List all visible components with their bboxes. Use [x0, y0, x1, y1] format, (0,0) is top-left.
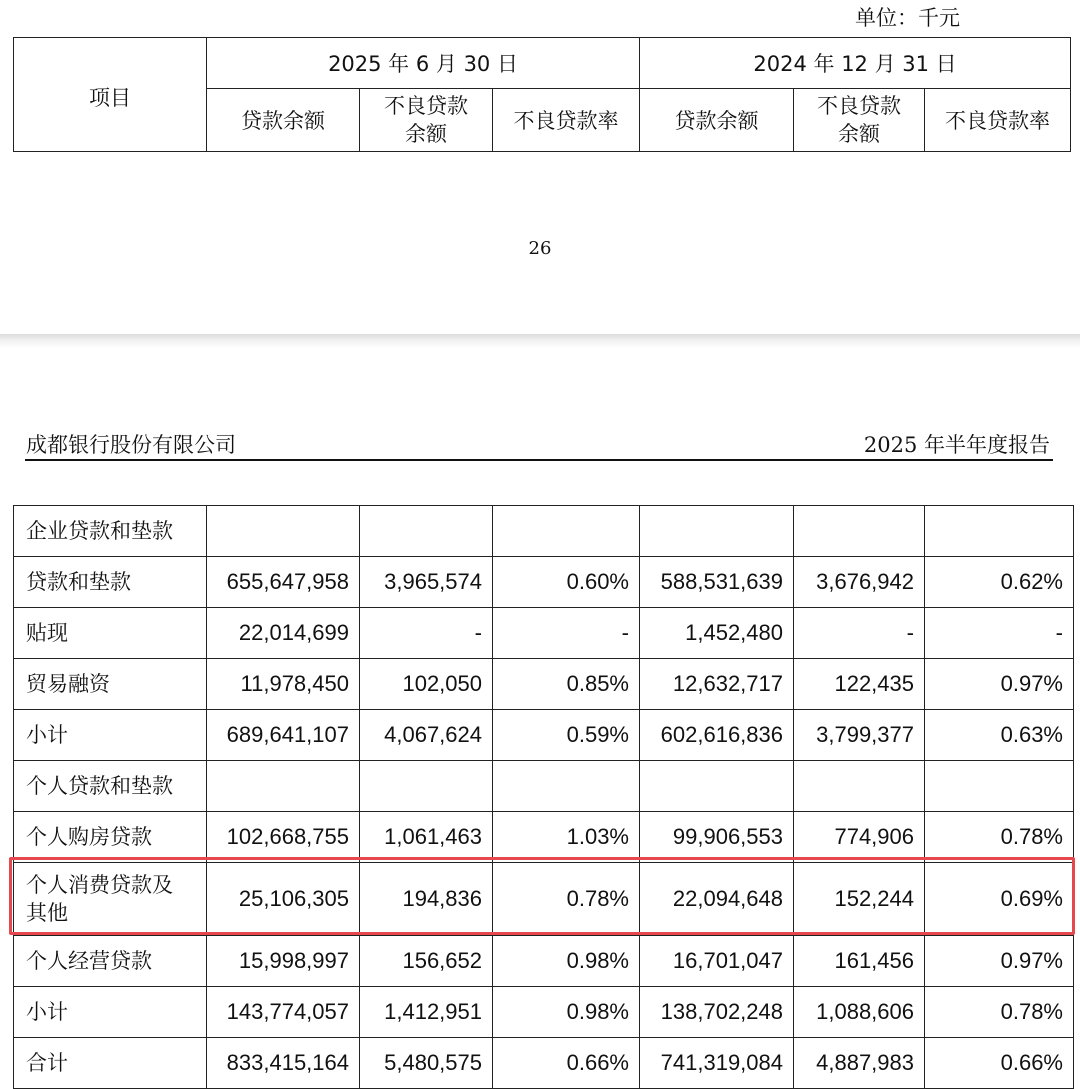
- table-cell: 15,998,997: [207, 936, 360, 987]
- table-cell: 99,906,553: [640, 812, 794, 863]
- table-cell: 11,978,450: [207, 659, 360, 710]
- table-cell: 0.97%: [925, 936, 1074, 987]
- table-row: [14, 506, 1074, 557]
- table-cell: 3,676,942: [794, 557, 925, 608]
- col-npl-amount-2024: [794, 89, 925, 152]
- table-cell: 0.62%: [925, 557, 1074, 608]
- table-cell: -: [493, 608, 640, 659]
- table-cell: 833,415,164: [207, 1038, 360, 1089]
- header-rule: [25, 459, 1053, 461]
- row-label: 小计: [14, 987, 207, 1038]
- table-cell: [640, 761, 794, 812]
- table-cell: 138,702,248: [640, 987, 794, 1038]
- loan-quality-table: [13, 505, 1074, 1089]
- table-cell: 0.69%: [925, 863, 1074, 936]
- table-cell: 0.78%: [925, 812, 1074, 863]
- table-cell: 122,435: [794, 659, 925, 710]
- table-cell: [493, 761, 640, 812]
- table-row: [14, 557, 1074, 608]
- table-header: [13, 37, 1071, 152]
- table-cell: [493, 506, 640, 557]
- table-cell: 0.66%: [493, 1038, 640, 1089]
- page-number: 26: [528, 238, 552, 259]
- table-cell: 161,456: [794, 936, 925, 987]
- table-cell: 0.63%: [925, 710, 1074, 761]
- table-cell: 5,480,575: [360, 1038, 493, 1089]
- table-row: [14, 1038, 1074, 1089]
- table-cell: 0.66%: [925, 1038, 1074, 1089]
- table-cell: [360, 761, 493, 812]
- row-label: 个人经营贷款: [14, 936, 207, 987]
- table-cell: -: [925, 608, 1074, 659]
- table-row: [14, 936, 1074, 987]
- table-cell: 1,061,463: [360, 812, 493, 863]
- col-npl-amount-2025: [360, 89, 493, 152]
- table-row: [14, 659, 1074, 710]
- table-cell: 3,799,377: [794, 710, 925, 761]
- table-cell: 0.97%: [925, 659, 1074, 710]
- table-cell: 774,906: [794, 812, 925, 863]
- table-cell: [640, 506, 794, 557]
- table-cell: 0.98%: [493, 987, 640, 1038]
- table-cell: 588,531,639: [640, 557, 794, 608]
- table-cell: 102,050: [360, 659, 493, 710]
- col-npl-amount-line1: 不良贷款: [384, 94, 468, 118]
- col-npl-amount-line2: 余额: [838, 122, 881, 146]
- table-cell: 4,067,624: [360, 710, 493, 761]
- row-label: 贷款和垫款: [14, 557, 207, 608]
- table-cell: 1,088,606: [794, 987, 925, 1038]
- item-column-header: 项目: [14, 38, 207, 152]
- table-cell: 22,014,699: [207, 608, 360, 659]
- table-cell: 102,668,755: [207, 812, 360, 863]
- table-row: [14, 710, 1074, 761]
- table-cell: [925, 761, 1074, 812]
- table-cell: [360, 506, 493, 557]
- table-row: [14, 761, 1074, 812]
- table-cell: [794, 761, 925, 812]
- col-loan-balance-2025: 贷款余额: [207, 89, 360, 152]
- table-cell: 1,412,951: [360, 987, 493, 1038]
- col-npl-ratio-2025: 不良贷款率: [493, 89, 640, 152]
- table-cell: 0.78%: [493, 863, 640, 936]
- table-cell: -: [360, 608, 493, 659]
- table-row: [14, 863, 1074, 936]
- row-label-line: 个人消费贷款及: [26, 873, 173, 897]
- row-label: 个人贷款和垫款: [14, 761, 207, 812]
- table-cell: 602,616,836: [640, 710, 794, 761]
- table-cell: 655,647,958: [207, 557, 360, 608]
- row-label: 贸易融资: [14, 659, 207, 710]
- table-cell: 194,836: [360, 863, 493, 936]
- company-name: 成都银行股份有限公司: [26, 433, 236, 457]
- table-cell: 0.78%: [925, 987, 1074, 1038]
- table-cell: 741,319,084: [640, 1038, 794, 1089]
- table-row: [14, 812, 1074, 863]
- table-cell: [925, 506, 1074, 557]
- table-cell: 1.03%: [493, 812, 640, 863]
- row-label: 个人购房贷款: [14, 812, 207, 863]
- unit-label: 单位：千元: [855, 6, 960, 30]
- page-break: [0, 334, 1080, 348]
- table-cell: 0.85%: [493, 659, 640, 710]
- table-cell: 689,641,107: [207, 710, 360, 761]
- row-label: 小计: [14, 710, 207, 761]
- table-cell: [207, 761, 360, 812]
- table-cell: -: [794, 608, 925, 659]
- col-npl-ratio-2024: 不良贷款率: [925, 89, 1071, 152]
- table-cell: 3,965,574: [360, 557, 493, 608]
- table-cell: 12,632,717: [640, 659, 794, 710]
- table-cell: 152,244: [794, 863, 925, 936]
- col-npl-amount-line2: 余额: [405, 122, 447, 146]
- table-cell: 22,094,648: [640, 863, 794, 936]
- table-cell: 0.98%: [493, 936, 640, 987]
- table-cell: 0.59%: [493, 710, 640, 761]
- row-label: 企业贷款和垫款: [14, 506, 207, 557]
- col-loan-balance-2024: 贷款余额: [640, 89, 794, 152]
- period-header-2024: 2024 年 12 月 31 日: [640, 38, 1071, 89]
- table-row: [14, 987, 1074, 1038]
- report-title: 2025 年半年度报告: [863, 433, 1050, 457]
- table-cell: 16,701,047: [640, 936, 794, 987]
- period-header-2025: 2025 年 6 月 30 日: [207, 38, 640, 89]
- table-cell: 25,106,305: [207, 863, 360, 936]
- col-npl-amount-line1: 不良贷款: [817, 94, 902, 118]
- row-label-line: 其他: [26, 901, 68, 925]
- table-cell: 0.60%: [493, 557, 640, 608]
- table-cell: 156,652: [360, 936, 493, 987]
- row-label: 合计: [14, 1038, 207, 1089]
- table-cell: [207, 506, 360, 557]
- table-cell: 4,887,983: [794, 1038, 925, 1089]
- row-label: 贴现: [14, 608, 207, 659]
- table-cell: 1,452,480: [640, 608, 794, 659]
- table-cell: 143,774,057: [207, 987, 360, 1038]
- table-cell: [794, 506, 925, 557]
- row-label: [14, 863, 207, 936]
- table-row: [14, 608, 1074, 659]
